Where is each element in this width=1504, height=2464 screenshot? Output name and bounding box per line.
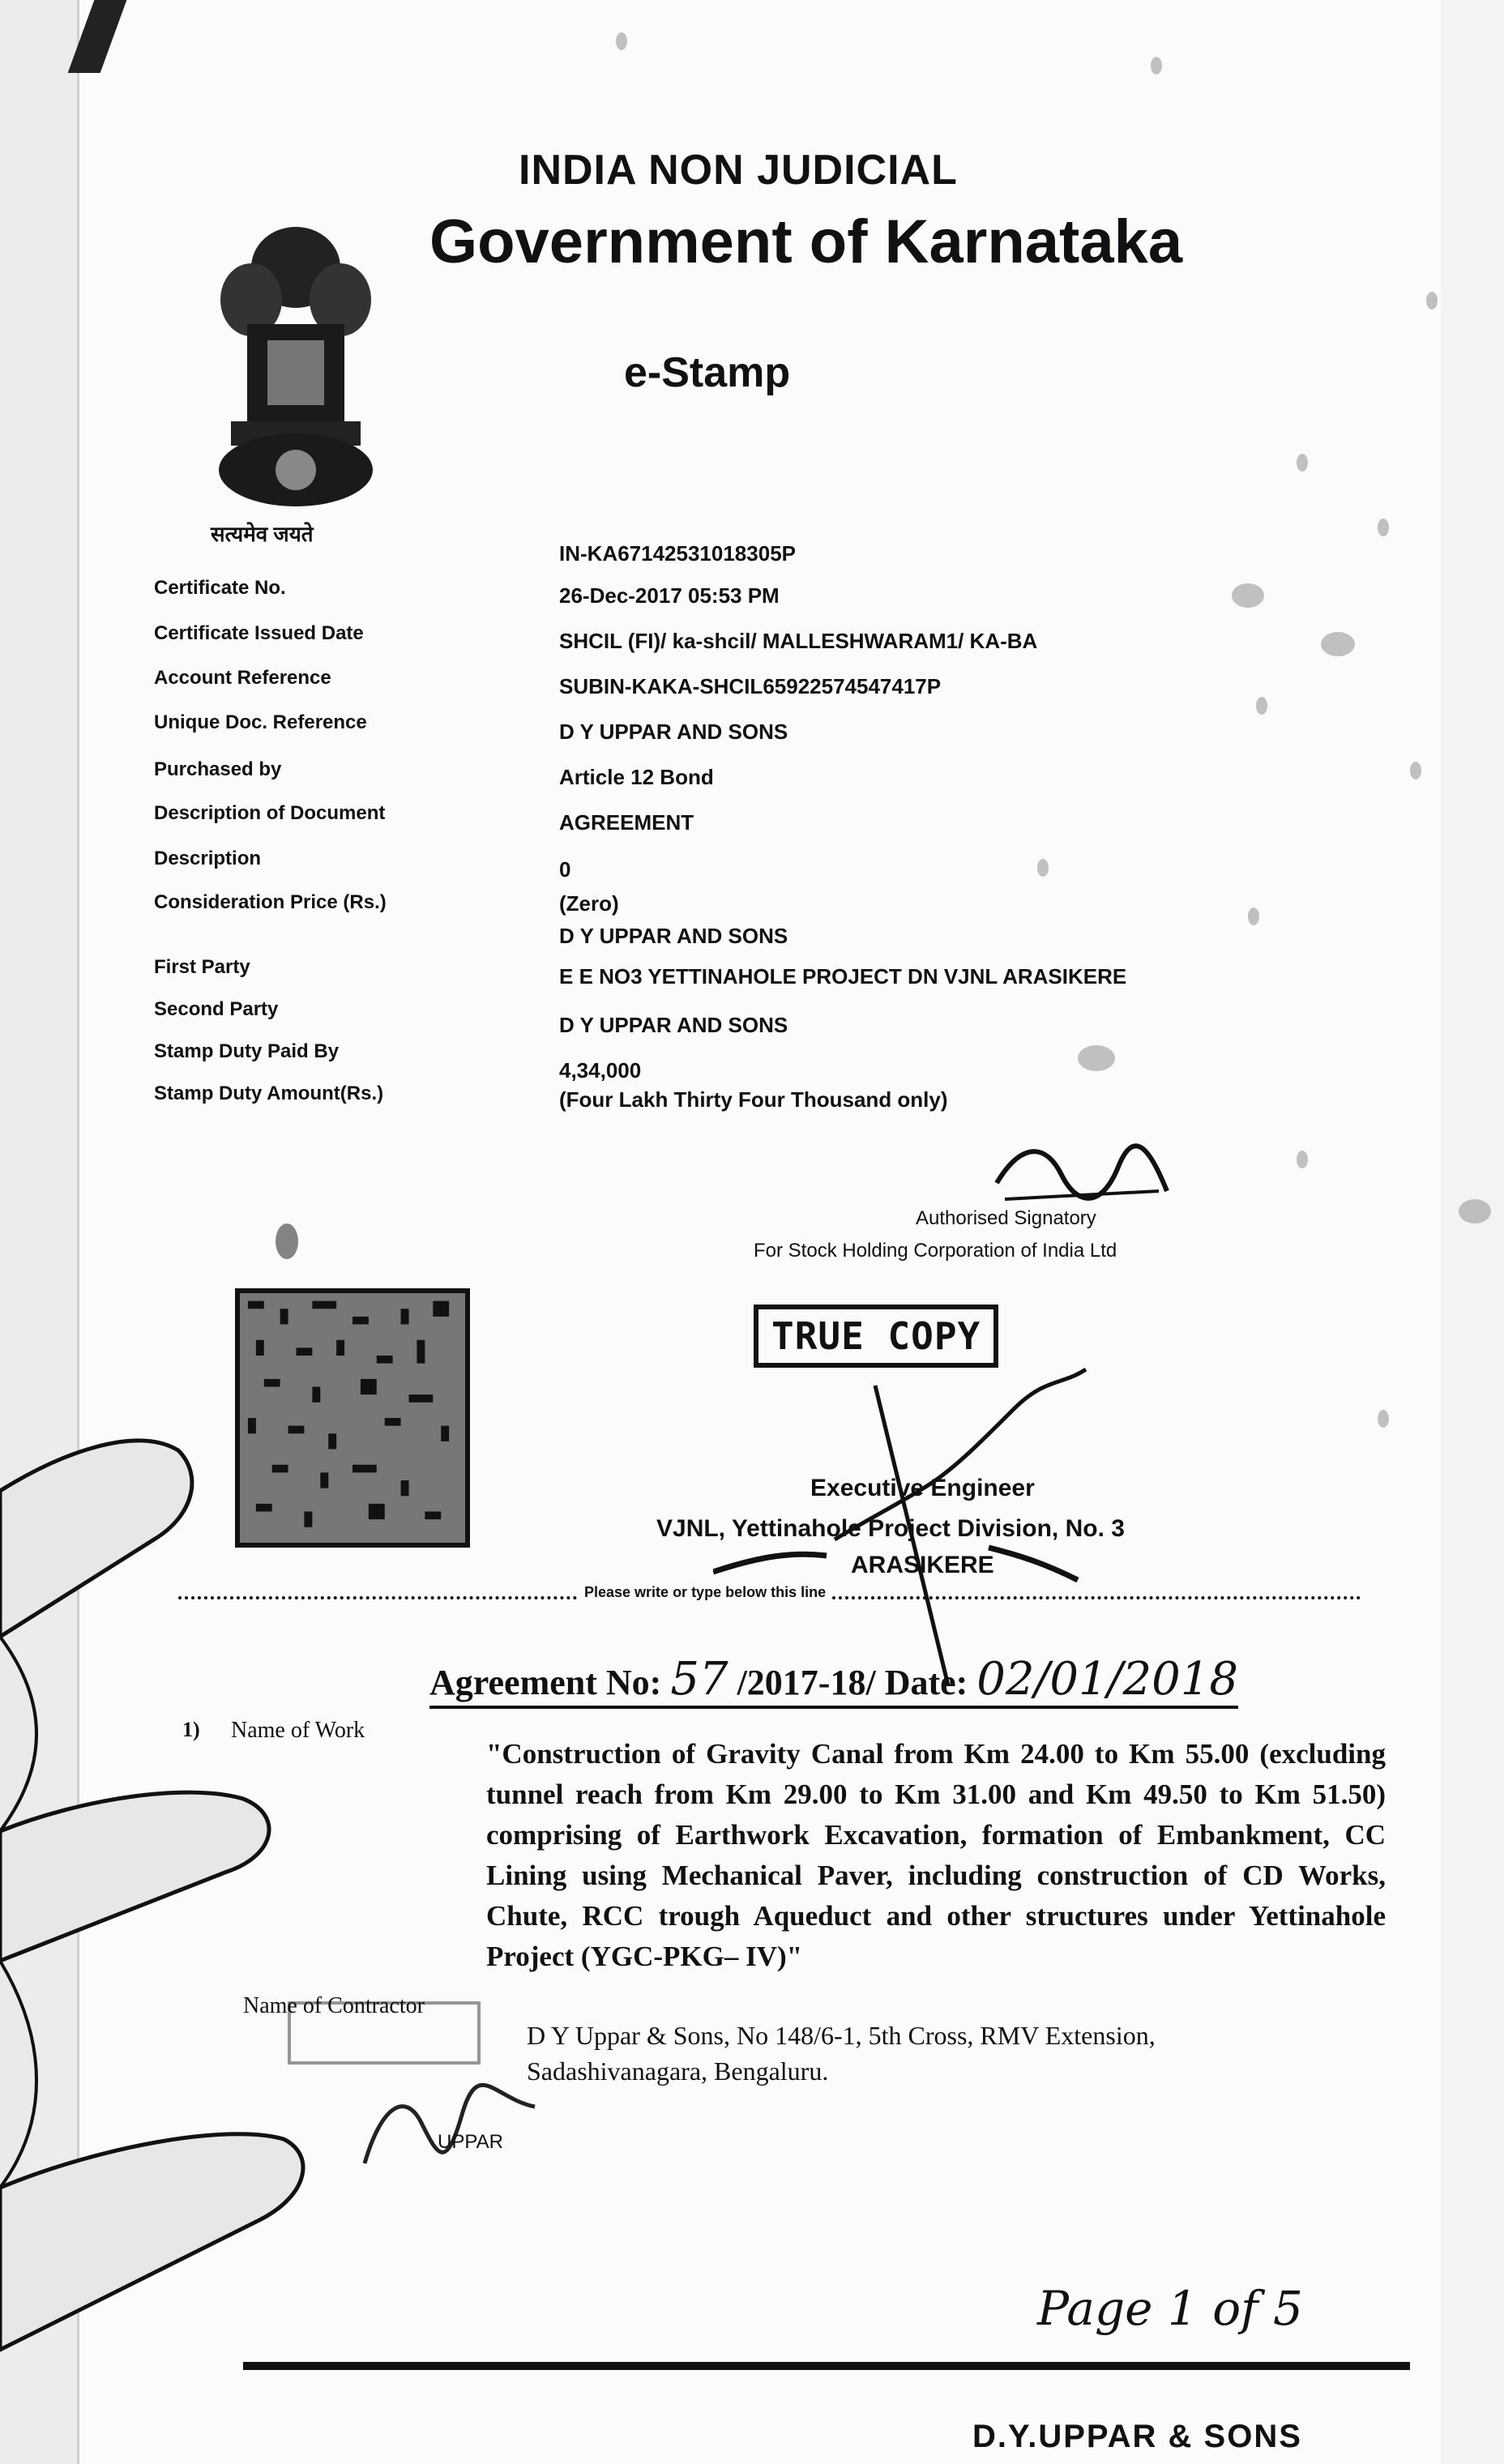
write-below-note: Please write or type below this line (579, 1584, 831, 1601)
speck (1256, 697, 1267, 715)
speck (1378, 1410, 1389, 1428)
issuer-label: For Stock Holding Corporation of India Ltd (754, 1240, 1117, 1262)
agreement-prefix: Agreement No: (429, 1663, 662, 1702)
speck (1037, 859, 1049, 877)
label-certificate-no: Certificate No. (154, 577, 286, 599)
agreement-year: /2017-18/ (737, 1663, 876, 1702)
speck (1378, 519, 1389, 536)
attestation-executive-engineer: Executive Engineer (810, 1475, 1035, 1501)
value-stamp-duty-amount: 4,34,000 (559, 1058, 642, 1083)
contractor-signature-name: UPPAR (438, 2131, 503, 2153)
national-emblem-icon (203, 211, 389, 519)
label-consideration-price: Consideration Price (Rs.) (154, 891, 387, 913)
speck (1232, 583, 1264, 608)
contractor-label: Name of Contractor (243, 1993, 425, 2018)
label-description: Description (154, 848, 262, 869)
label-issued-date: Certificate Issued Date (154, 622, 364, 644)
value-unique-doc-ref: SUBIN-KAKA-SHCIL65922574547417P (559, 674, 942, 698)
speck (1151, 57, 1162, 75)
hand-holding-document (0, 1377, 340, 2464)
header-estamp: e-Stamp (624, 349, 791, 396)
contractor-value: D Y Uppar & Sons, No 148/6-1, 5th Cross, RMV Extension, Sadashivanagara, Bengaluru. (527, 2021, 1156, 2086)
label-stamp-duty-paid-by: Stamp Duty Paid By (154, 1040, 340, 1062)
value-description: AGREEMENT (559, 810, 694, 835)
value-stamp-duty-paid-by: D Y UPPAR AND SONS (559, 1013, 788, 1037)
attestation-place: ARASIKERE (851, 1552, 994, 1578)
value-first-party: D Y UPPAR AND SONS (559, 924, 788, 948)
speck (616, 32, 627, 50)
label-purchased-by: Purchased by (154, 758, 282, 780)
speck (1297, 454, 1308, 472)
authorised-signatory-label: Authorised Signatory (916, 1207, 1096, 1229)
speck (1459, 1199, 1491, 1223)
label-stamp-duty-amount: Stamp Duty Amount(Rs.) (154, 1083, 384, 1104)
true-copy-stamp: TRUE COPY (754, 1305, 998, 1368)
agreement-date: 02/01/2018 (976, 1653, 1239, 1706)
agreement-date-label: Date: (884, 1663, 968, 1702)
header-government: Government of Karnataka (429, 207, 1183, 276)
value-consideration-price: 0 (559, 857, 571, 882)
value-issued-date: 26-Dec-2017 05:53 PM (559, 583, 780, 608)
value-description-of-document: Article 12 Bond (559, 765, 714, 789)
label-description-of-document: Description of Document (154, 802, 386, 824)
label-unique-doc-ref: Unique Doc. Reference (154, 711, 367, 733)
value-stamp-duty-words: (Four Lakh Thirty Four Thousand only) (559, 1087, 948, 1112)
attestation-division: VJNL, Yettinahole Project Division, No. 3 (656, 1515, 1125, 1542)
value-consideration-words: (Zero) (559, 891, 619, 916)
speck (1297, 1151, 1308, 1168)
bottom-stamp-text: D.Y.UPPAR & SONS (972, 2419, 1302, 2454)
speck (276, 1223, 298, 1259)
contractor-signature (348, 2074, 551, 2180)
bottom-rule (243, 2362, 1410, 2370)
name-of-work-label: Name of Work (231, 1718, 365, 1743)
label-first-party: First Party (154, 956, 250, 978)
name-of-work-text: "Construction of Gravity Canal from Km 24.00 to Km 55.00 (excluding tunnel reach from Km 29.00 to Km 31.00 and Km 49.50 to Km 51.50) comprising of Earthwork Excavation, formation of Embankment, CC Lining using Mechanical Paver, including construction of CD Works, Chute, RCC trough Aqueduct and other structures under Yettinahole Project (YGC-PKG– IV)" (486, 1738, 1386, 1972)
value-purchased-by: D Y UPPAR AND SONS (559, 720, 788, 744)
value-certificate-no: IN-KA67142531018305P (559, 541, 796, 566)
speck (1078, 1045, 1115, 1071)
label-account-reference: Account Reference (154, 667, 331, 689)
speck (1248, 907, 1259, 925)
emblem-caption: सत्यमेव जयते (211, 522, 314, 546)
speck (1426, 292, 1438, 310)
work-index: 1) (182, 1718, 200, 1741)
label-second-party: Second Party (154, 998, 279, 1020)
header-india-non-judicial: INDIA NON JUDICIAL (519, 147, 958, 194)
value-second-party: E E NO3 YETTINAHOLE PROJECT DN VJNL ARASIKERE (559, 964, 1127, 989)
speck (1410, 762, 1421, 779)
agreement-number: 57 (670, 1653, 728, 1706)
value-account-reference: SHCIL (FI)/ ka-shcil/ MALLESHWARAM1/ KA-BA (559, 629, 1038, 653)
page-number: Page 1 of 5 (1037, 2281, 1303, 2336)
agreement-number-line (429, 1653, 1238, 1709)
speck (1321, 632, 1355, 656)
